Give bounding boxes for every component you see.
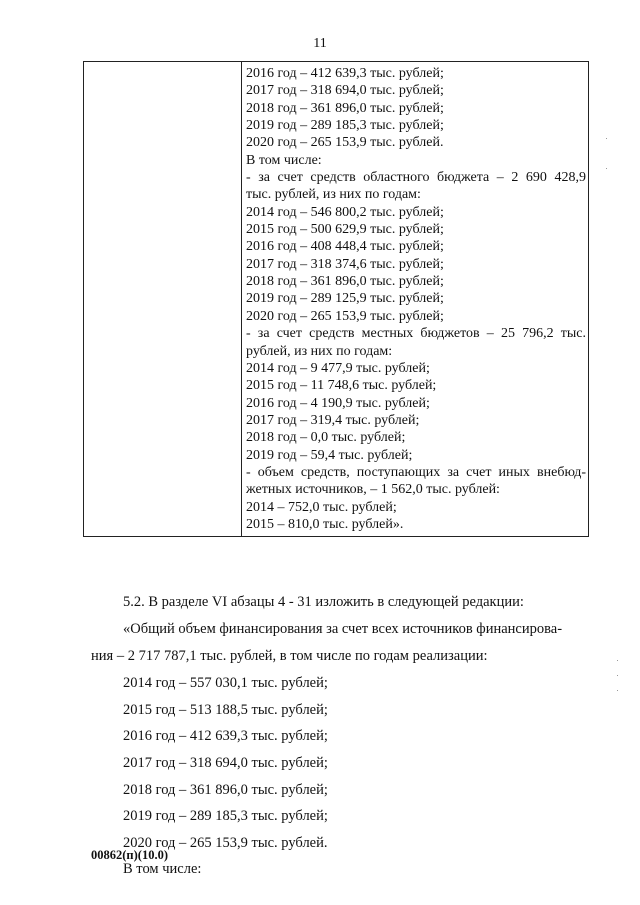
table-text-line: тыс. рублей, из них по годам: [246,187,421,203]
table-text-line: 2019 год – 289 125,9 тыс. рублей; [246,291,444,307]
year-line: 2017 год – 318 694,0 тыс. рублей; [123,755,328,771]
scan-speck [617,660,618,661]
table-text-line: 2017 год – 318 694,0 тыс. рублей; [246,83,444,99]
table-right-cell [246,65,586,533]
table-text-line: 2019 год – 289 185,3 тыс. рублей; [246,118,444,134]
scan-speck [617,690,618,691]
page-number: 11 [313,36,327,51]
year-line: 2018 год – 361 896,0 тыс. рублей; [123,782,328,798]
table-text-line: В том числе: [246,152,322,168]
table-text-line: жетных источников, – 1 562,0 тыс. рублей: [246,482,500,498]
table-text-line: 2015 год – 11 748,6 тыс. рублей; [246,378,437,394]
table-text-line: 2018 год – 361 896,0 тыс. рублей; [246,274,444,290]
section-heading: 5.2. В разделе VI абзацы 4 - 31 изложить в следующей редакции: [123,594,524,610]
scan-speck [617,675,618,676]
scan-speck [606,138,607,139]
in-that-number: В том числе: [123,861,202,877]
table-text-line: 2018 год – 0,0 тыс. рублей; [246,430,406,446]
table-text-line: - за счет средств местных бюджетов – 25 796,2 тыс. [246,326,586,342]
table-text-line: 2017 год – 318 374,6 тыс. рублей; [246,256,444,272]
document-code: 00862(п)(10.0) [91,848,168,862]
year-line: 2016 год – 412 639,3 тыс. рублей; [123,728,328,744]
intro-line-1: «Общий объем финансирования за счет всех источников финансирова- [123,621,563,637]
table-text-line: рублей, из них по годам: [246,343,393,359]
table-text-line: - за счет средств областного бюджета – 2 690 428,9 [246,170,586,186]
table-text-line: - объем средств, поступающих за счет иных внебюд- [246,464,586,480]
table-text-line: 2015 год – 500 629,9 тыс. рублей; [246,222,444,238]
year-line: 2019 год – 289 185,3 тыс. рублей; [123,808,328,824]
table-text-line: 2016 год – 412 639,3 тыс. рублей; [246,66,444,81]
table-text-line: 2014 – 752,0 тыс. рублей; [246,499,397,515]
year-line: 2015 год – 513 188,5 тыс. рублей; [123,702,328,718]
table-text-line: 2014 год – 546 800,2 тыс. рублей; [246,204,444,220]
scan-speck [606,168,607,169]
table-text-line: 2017 год – 319,4 тыс. рублей; [246,412,420,428]
year-line: 2020 год – 265 153,9 тыс. рублей. [123,835,328,851]
table-text-line: 2014 год – 9 477,9 тыс. рублей; [246,360,430,376]
table-text-line: 2019 год – 59,4 тыс. рублей; [246,447,413,463]
table-text-line: 2018 год – 361 896,0 тыс. рублей; [246,100,444,116]
table-text-line: 2016 год – 408 448,4 тыс. рублей; [246,239,444,255]
table-text-line: 2016 год – 4 190,9 тыс. рублей; [246,395,430,411]
table-text-line: 2020 год – 265 153,9 тыс. рублей; [246,308,444,324]
intro-line-2: ния – 2 717 787,1 тыс. рублей, в том числе по годам реализации: [91,648,488,664]
table-text-line: 2015 – 810,0 тыс. рублей». [246,516,404,532]
program-financing-table [83,61,589,537]
year-line: 2014 год – 557 030,1 тыс. рублей; [123,675,328,691]
table-left-cell [84,62,242,536]
table-text-line: 2020 год – 265 153,9 тыс. рублей. [246,135,444,151]
